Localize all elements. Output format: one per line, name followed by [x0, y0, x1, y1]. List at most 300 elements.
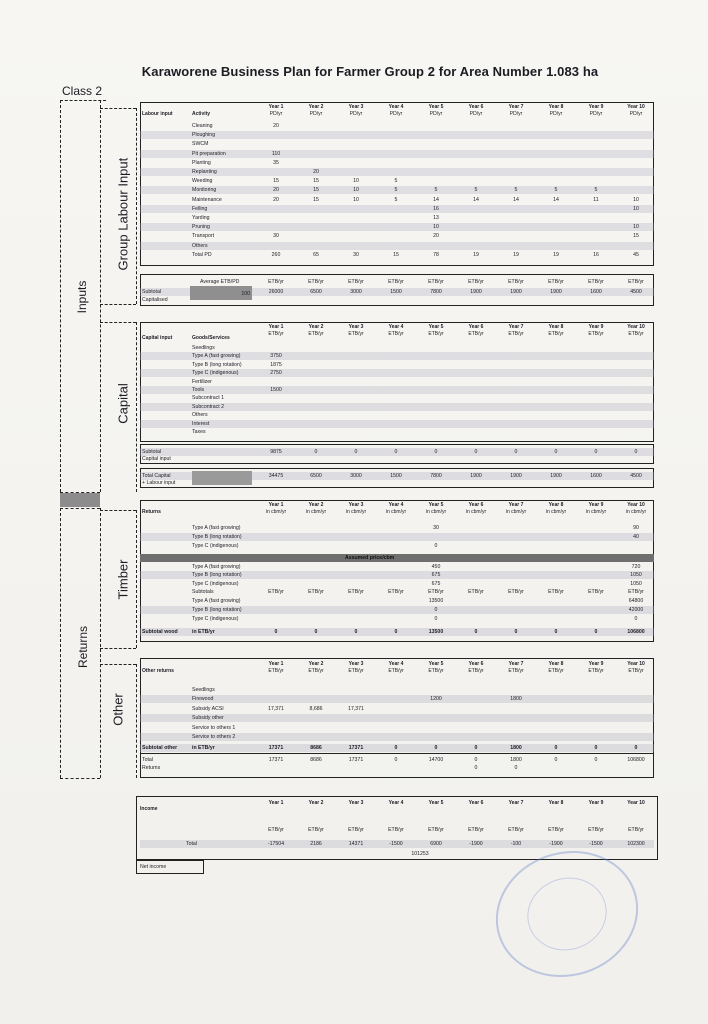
- total-returns-cell: 0: [594, 757, 598, 763]
- labour-subtotal-cell: 1600: [590, 289, 602, 295]
- labour-cell: 30: [353, 251, 359, 258]
- labour-cell: 15: [273, 178, 279, 185]
- timber-volume-row: [140, 542, 654, 550]
- capital-corner: Capital input: [142, 335, 173, 341]
- labour-year-header: Year 9: [588, 104, 604, 110]
- labour-row: [140, 131, 654, 139]
- subtotal-other-unit: in ETB/yr: [192, 745, 215, 751]
- labour-cell: 14: [433, 196, 439, 203]
- capital-cell: 3750: [270, 353, 282, 360]
- labour-cell: 19: [553, 251, 559, 258]
- subtotal-other-cell: 0: [434, 745, 438, 751]
- timber-price-cell: 675: [431, 580, 441, 587]
- labour-cell: 5: [394, 196, 398, 203]
- labour-cell: 110: [271, 150, 281, 157]
- labour-bracket-bottom: [100, 304, 136, 305]
- capital-unit-header: ETB/yr: [548, 331, 564, 337]
- capital-total-cell: 1900: [550, 473, 562, 479]
- capital-unit-header: ETB/yr: [308, 331, 324, 337]
- other-year-header: Year 3: [348, 661, 364, 667]
- timber-subtotal-cell: 0: [634, 616, 638, 622]
- timber-label: Timber: [115, 559, 131, 600]
- timber-subtotal-row-label: Type B (long rotation): [192, 607, 242, 613]
- capitalised-label: Capitalised: [142, 297, 168, 303]
- capital-year-header: Year 9: [588, 324, 604, 330]
- income-unit: ETB/yr: [428, 827, 444, 833]
- total-returns-row: [140, 756, 654, 764]
- goods-header: Goods/Services: [192, 335, 230, 341]
- total-returns-cell: 0: [474, 757, 478, 763]
- capital-subtotal-cell: 0: [434, 449, 438, 455]
- labour-row: [140, 242, 654, 250]
- timber-price-cell: 450: [431, 564, 441, 570]
- other-unit-header: ETB/yr: [388, 668, 404, 674]
- labour-row-label: Cleaning: [192, 123, 213, 129]
- other-unit-header: ETB/yr: [428, 668, 444, 674]
- other-label: Other: [110, 693, 126, 726]
- subtotal-wood-cell: 0: [274, 629, 278, 635]
- timber-year-header: Year 5: [428, 502, 444, 508]
- other-row: [140, 714, 654, 722]
- other-year-header: Year 4: [388, 661, 404, 667]
- timber-etb-unit: ETB/yr: [388, 589, 404, 595]
- timber-unit-header: in cbm/yr: [305, 509, 327, 515]
- timber-subtotal-row: [140, 606, 654, 614]
- labour-cell: 15: [633, 233, 639, 240]
- labour-row-label: Monitoring: [192, 187, 217, 194]
- labour-unit-header: PD/yr: [469, 111, 483, 117]
- timber-subtotals-header-row: [140, 588, 654, 596]
- capital-unit-header: ETB/yr: [428, 331, 444, 337]
- labour-etb-header-row: [140, 278, 654, 286]
- other-row: [140, 686, 654, 694]
- labour-cell: 16: [593, 251, 599, 258]
- other-year-header: Year 8: [548, 661, 564, 667]
- labour-cell: 30: [273, 233, 279, 240]
- income-unit: ETB/yr: [548, 827, 564, 833]
- subtotal-other-cell: 17371: [348, 745, 364, 751]
- separator-block: [60, 493, 100, 507]
- income-unit-row: [140, 826, 654, 834]
- capital-total-cell: 1600: [590, 473, 602, 479]
- capital-unit-header: ETB/yr: [508, 331, 524, 337]
- subtotals-label: Subtotals: [192, 589, 214, 595]
- labour-unit-header: PD/yr: [589, 111, 603, 117]
- income-unit: ETB/yr: [308, 827, 324, 833]
- labour-unit-header: PD/yr: [429, 111, 443, 117]
- labour-row-label: Planting: [192, 159, 211, 166]
- timber-price-row: [140, 571, 654, 579]
- labour-year-header: Year 2: [308, 104, 324, 110]
- timber-volume-cell: 90: [633, 525, 639, 531]
- subtotal-wood-cell: 13500: [428, 629, 444, 635]
- total-returns-row-2: [140, 764, 654, 772]
- labour-row: [140, 232, 654, 240]
- labour-cell: 5: [594, 187, 598, 194]
- labour-subtotal-cell: 1900: [550, 289, 562, 295]
- capital-row-label: Fertilizer: [192, 378, 212, 385]
- subtotal-other-label: Subtotal other: [142, 745, 178, 751]
- subtotal-wood-row: [140, 628, 654, 636]
- labour-etb-unit: ETB/yr: [548, 279, 564, 285]
- timber-unit-header: in cbm/yr: [345, 509, 367, 515]
- subtotal-other-cell: 0: [594, 745, 598, 751]
- labour-etb-unit: ETB/yr: [268, 279, 284, 285]
- total-returns-cell: 0: [554, 757, 558, 763]
- subtotal-wood-label: Subtotal wood: [142, 629, 178, 635]
- timber-unit-header: in cbm/yr: [425, 509, 447, 515]
- income-cell: 2186: [310, 841, 322, 847]
- timber-etb-unit: ETB/yr: [268, 589, 284, 595]
- labour-bracket-right: [136, 108, 137, 304]
- timber-price-row: [140, 580, 654, 588]
- timber-volume-cell: 30: [433, 525, 439, 531]
- group-labour-input-label: Group Labour Input: [115, 157, 131, 271]
- subtotal-other-cell: 17371: [268, 745, 284, 751]
- labour-capitalised-row: [140, 296, 654, 304]
- other-bracket-top: [100, 664, 136, 665]
- labour-subtotal-cell: 26000: [268, 289, 284, 295]
- labour-unit-header: PD/yr: [509, 111, 523, 117]
- capital-subtotal-cell: 0: [554, 449, 558, 455]
- capital-row-label: Type A (fast growing): [192, 353, 241, 360]
- capital-cell: 2750: [270, 370, 282, 377]
- income-total-label: Total: [186, 841, 197, 847]
- inputs-bracket-left: [60, 100, 61, 492]
- labour-row: [140, 168, 654, 176]
- timber-etb-unit: ETB/yr: [428, 589, 444, 595]
- labour-year-header: Year 10: [627, 104, 645, 110]
- timber-year-header: Year 1: [268, 502, 284, 508]
- other-year-header: Year 9: [588, 661, 604, 667]
- timber-etb-unit: ETB/yr: [588, 589, 604, 595]
- capital-row-label: Type B (long rotation): [192, 361, 242, 368]
- labour-subtotal-cell: 7800: [430, 289, 442, 295]
- returns-label: Returns: [76, 625, 90, 669]
- other-year-header: Year 5: [428, 661, 444, 667]
- timber-year-header: Year 7: [508, 502, 524, 508]
- labour-year-header: Year 1: [268, 104, 284, 110]
- capital-row: [140, 369, 654, 377]
- timber-etb-unit: ETB/yr: [468, 589, 484, 595]
- other-year-header: Year 7: [508, 661, 524, 667]
- subtotal-other-cell: 0: [474, 745, 478, 751]
- capital-row-label: Type C (indigenous): [192, 370, 239, 377]
- capital-unit-header: ETB/yr: [468, 331, 484, 337]
- capital-bracket-top: [100, 322, 136, 323]
- timber-price-cell: 720: [631, 564, 641, 570]
- labour-row: [140, 251, 654, 259]
- capital-unit-header: ETB/yr: [348, 331, 364, 337]
- timber-volume-cell: 40: [633, 534, 639, 540]
- timber-subtotal-cell: 42000: [628, 607, 644, 613]
- capital-row-label: Others: [192, 412, 208, 419]
- income-unit: ETB/yr: [508, 827, 524, 833]
- timber-bracket-top: [100, 510, 136, 511]
- other-row: [140, 695, 654, 703]
- capital-year-header: Year 1: [268, 324, 284, 330]
- timber-etb-unit: ETB/yr: [308, 589, 324, 595]
- labour-cell: 35: [273, 159, 279, 166]
- income-year-header: Year 1: [268, 800, 284, 806]
- labour-cell: 15: [393, 251, 399, 258]
- capital-total-cell: 1900: [470, 473, 482, 479]
- timber-subtotal-row-label: Type A (fast growing): [192, 598, 241, 604]
- income-unit: ETB/yr: [628, 827, 644, 833]
- timber-price-row-label: Type A (fast growing): [192, 564, 241, 570]
- subtotal-wood-cell: 0: [394, 629, 398, 635]
- labour-input-table: [140, 102, 654, 304]
- labour-cell: 20: [313, 169, 319, 175]
- income-unit: ETB/yr: [388, 827, 404, 833]
- labour-cell: 5: [474, 187, 478, 194]
- capital-total-cell: 3000: [350, 473, 362, 479]
- income-unit: ETB/yr: [468, 827, 484, 833]
- other-bracket-right: [136, 664, 137, 778]
- timber-volume-row: [140, 524, 654, 532]
- other-row: [140, 724, 654, 732]
- capital-label: Capital: [115, 383, 131, 424]
- capital-total-cell: 4500: [630, 473, 642, 479]
- capital-row: [140, 394, 654, 402]
- labour-row-label: Transport: [192, 233, 215, 240]
- other-year-header: Year 2: [308, 661, 324, 667]
- labour-subtotal-cell: 4500: [630, 289, 642, 295]
- capital-year-header: Year 7: [508, 324, 524, 330]
- labour-cell: 20: [273, 123, 279, 129]
- timber-year-header: Year 8: [548, 502, 564, 508]
- capital-row-label: Taxes: [192, 429, 206, 435]
- subtotal-other-cell: 0: [394, 745, 398, 751]
- subtotal-wood-cell: 0: [514, 629, 518, 635]
- labour-cell: 5: [394, 187, 398, 194]
- subtotal-other-row: [140, 744, 654, 752]
- timber-etb-unit: ETB/yr: [348, 589, 364, 595]
- timber-year-header: Year 10: [627, 502, 645, 508]
- capital-subtotal-cell: 0: [514, 449, 518, 455]
- capital-input-label: Capital input: [142, 456, 171, 462]
- subtotal-wood-unit: in ETB/yr: [192, 629, 215, 635]
- other-row: [140, 705, 654, 713]
- labour-cell: 14: [553, 196, 559, 203]
- labour-row: [140, 214, 654, 222]
- assumed-price-label: Assumed price/cbm: [345, 555, 395, 561]
- capital-row: [140, 361, 654, 369]
- subtotal-other-cell: 0: [554, 745, 558, 751]
- labour-year-header: Year 7: [508, 104, 524, 110]
- capital-subtotal-label: Subtotal: [142, 449, 162, 455]
- capital-row-label: Subcontract 2: [192, 403, 225, 410]
- capital-row: [140, 411, 654, 419]
- subtotal-wood-cell: 0: [474, 629, 478, 635]
- income-cell: -1500: [589, 841, 603, 847]
- other-unit-header: ETB/yr: [268, 668, 284, 674]
- labour-cell: 15: [313, 196, 319, 203]
- labour-etb-unit: ETB/yr: [388, 279, 404, 285]
- timber-subtotal-row: [140, 615, 654, 623]
- total-returns-cell: 0: [394, 757, 398, 763]
- capital-total-cell: 7800: [430, 473, 442, 479]
- capital-year-header: Year 4: [388, 324, 404, 330]
- capital-row: [140, 344, 654, 352]
- timber-year-header: Year 9: [588, 502, 604, 508]
- income-year-header: Year 6: [468, 800, 484, 806]
- labour-cell: 16: [433, 205, 439, 212]
- avg-etb-label: Average ETB/PD: [200, 279, 240, 285]
- labour-year-header: Year 3: [348, 104, 364, 110]
- timber-volume-row-label: Type A (fast growing): [192, 525, 241, 531]
- income-cell: -1500: [389, 841, 403, 847]
- labour-subtotal-row: [140, 288, 654, 296]
- labour-cell: 260: [271, 251, 281, 258]
- returns-inner-line: [100, 508, 101, 778]
- net-income-label: Net income: [140, 864, 167, 870]
- timber-unit-header: in cbm/yr: [625, 509, 647, 515]
- capital-subtotal-cell: 9875: [270, 449, 282, 455]
- other-year-header: Year 1: [268, 661, 284, 667]
- labour-year-header: Year 8: [548, 104, 564, 110]
- income-unit: ETB/yr: [348, 827, 364, 833]
- total-returns-label: Total: [142, 757, 153, 763]
- timber-volume-row-label: Type C (indigenous): [192, 543, 239, 549]
- timber-unit-header: in cbm/yr: [585, 509, 607, 515]
- capital-row-label: Interest: [192, 420, 210, 427]
- other-unit-header: ETB/yr: [348, 668, 364, 674]
- labour-corner: Labour input: [142, 111, 173, 117]
- timber-year-header: Year 4: [388, 502, 404, 508]
- timber-etb-unit: ETB/yr: [628, 589, 644, 595]
- capital-row: [140, 352, 654, 360]
- capital-row: [140, 386, 654, 394]
- other-divider: [140, 753, 654, 754]
- subtotal-wood-cell: 0: [594, 629, 598, 635]
- other-returns-table: [140, 658, 654, 778]
- income-cell: -17504: [267, 841, 285, 847]
- labour-etb-unit: ETB/yr: [308, 279, 324, 285]
- activity-header: Activity: [192, 111, 211, 117]
- labour-cell: 20: [433, 233, 439, 240]
- returns-bracket-left: [60, 508, 61, 778]
- avg-etb-value: 100: [190, 286, 252, 300]
- other-unit-header: ETB/yr: [588, 668, 604, 674]
- labour-year-header: Year 6: [468, 104, 484, 110]
- labour-cell: 20: [273, 196, 279, 203]
- other-row: [140, 733, 654, 741]
- labour-row-label: Yarding: [192, 215, 210, 221]
- labour-year-header: Year 4: [388, 104, 404, 110]
- income-year-header: Year 7: [508, 800, 524, 806]
- other-cell: 8,686: [309, 705, 323, 712]
- labour-row: [140, 177, 654, 185]
- labour-cell: 15: [313, 187, 319, 194]
- timber-subtotal-row: [140, 597, 654, 605]
- labour-etb-unit: ETB/yr: [508, 279, 524, 285]
- other-row-label: Firewood: [192, 696, 214, 703]
- other-row-label: Subsidy other: [192, 715, 224, 722]
- income-cell: 14371: [348, 841, 364, 847]
- capital-total-cell: 1900: [510, 473, 522, 479]
- capital-row: [140, 378, 654, 386]
- other-row-label: Subsidy ACSI: [192, 705, 224, 712]
- labour-row-label: Maintenance: [192, 196, 222, 203]
- timber-price-row-label: Type B (long rotation): [192, 572, 242, 579]
- capital-year-header: Year 2: [308, 324, 324, 330]
- timber-bracket-bottom: [100, 648, 136, 649]
- labour-cell: 5: [514, 187, 518, 194]
- subtotal-wood-cell: 0: [314, 629, 318, 635]
- labour-cell: 10: [633, 224, 639, 231]
- other-unit-header: ETB/yr: [548, 668, 564, 674]
- capital-total-cell: 1500: [390, 473, 402, 479]
- price-header-row: [140, 554, 654, 562]
- labour-row-label: SWCM: [192, 141, 209, 148]
- labour-cell: 65: [313, 251, 319, 258]
- subtotal-other-cell: 0: [634, 745, 638, 751]
- labour-row: [140, 122, 654, 130]
- labour-cell: 13: [433, 215, 439, 221]
- capital-unit-header: ETB/yr: [588, 331, 604, 337]
- income-year-header: Year 2: [308, 800, 324, 806]
- subtotal-other-cell: 8686: [310, 745, 322, 751]
- income-unit: ETB/yr: [268, 827, 284, 833]
- labour-cell: 11: [593, 196, 599, 203]
- subtotal-label: Subtotal: [142, 289, 162, 295]
- capital-subtotal-cell: 0: [594, 449, 598, 455]
- labour-row: [140, 205, 654, 213]
- timber-subtotal-cell: 0: [434, 607, 438, 613]
- income-year-header: Year 5: [428, 800, 444, 806]
- subtotal-wood-cell: 0: [554, 629, 558, 635]
- capital-subtotal-cell: 0: [354, 449, 358, 455]
- other-cell: 17,371: [348, 705, 364, 712]
- labour-row-label: Pit preparation: [192, 150, 226, 157]
- labour-row: [140, 140, 654, 148]
- capital-row: [140, 428, 654, 436]
- capital-subtotal-cell: 0: [394, 449, 398, 455]
- labour-etb-unit: ETB/yr: [428, 279, 444, 285]
- labour-cell: 5: [394, 178, 398, 185]
- labour-etb-unit: ETB/yr: [468, 279, 484, 285]
- labour-row: [140, 186, 654, 194]
- labour-row-label: Pruning: [192, 224, 210, 231]
- capital-subtotal-cell: 0: [314, 449, 318, 455]
- timber-volume-row: [140, 533, 654, 541]
- labour-cell: 15: [313, 178, 319, 185]
- class-label: Class 2: [62, 84, 103, 98]
- capital-bracket-right: [136, 322, 137, 492]
- other-cell: 1800: [510, 696, 522, 703]
- timber-year-header: Year 3: [348, 502, 364, 508]
- capital-row-label: Tools: [192, 387, 205, 393]
- other-row-label: Service to others 2: [192, 734, 236, 740]
- labour-row: [140, 150, 654, 158]
- capital-row: [140, 420, 654, 428]
- returns-below-cell: 0: [474, 765, 478, 771]
- capital-year-header: Year 6: [468, 324, 484, 330]
- labour-cell: 10: [633, 196, 639, 203]
- other-cell: 17,371: [268, 705, 284, 712]
- timber-volume-cell: 0: [434, 543, 438, 549]
- income-year-header: Year 9: [588, 800, 604, 806]
- labour-cell: 10: [353, 178, 359, 185]
- labour-etb-unit: ETB/yr: [628, 279, 644, 285]
- capital-year-header: Year 10: [627, 324, 645, 330]
- returns-bracket-top: [60, 508, 100, 509]
- labour-unit-header: PD/yr: [549, 111, 563, 117]
- labour-cell: 10: [353, 187, 359, 194]
- other-cell: 1200: [430, 696, 442, 703]
- capital-row: [140, 403, 654, 411]
